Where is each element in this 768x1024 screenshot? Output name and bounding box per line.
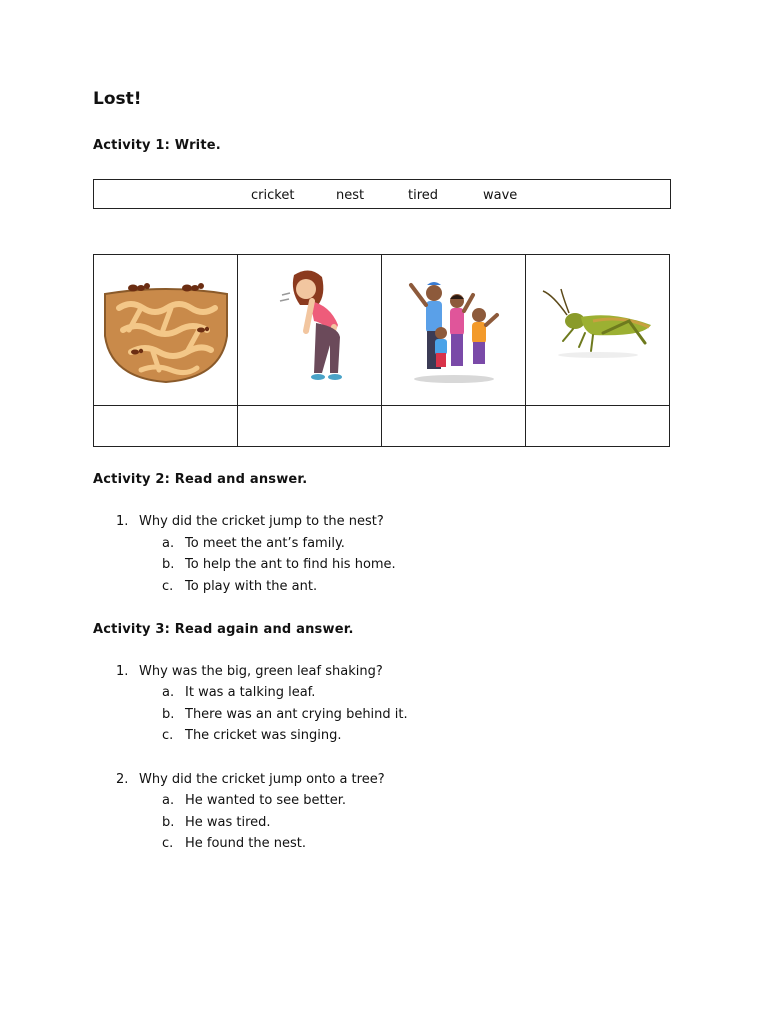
option-text: He found the nest. [185, 836, 307, 851]
option-letter: a. [162, 536, 175, 551]
picture-table [93, 254, 670, 447]
question-number: 1. [116, 664, 129, 679]
answer-cell[interactable] [526, 406, 670, 447]
question-number: 1. [116, 514, 129, 529]
activity-1-heading: Activity 1: Write. [93, 138, 221, 153]
ant-nest-image [101, 274, 231, 386]
option-letter: c. [162, 728, 174, 743]
word-bank [93, 179, 671, 209]
option-text: There was an ant crying behind it. [185, 707, 408, 722]
option-text: The cricket was singing. [185, 728, 342, 743]
option-text: It was a talking leaf. [185, 685, 316, 700]
word-bank-item: wave [483, 188, 518, 203]
option-letter: c. [162, 579, 174, 594]
picture-cell [382, 255, 526, 406]
picture-cell [94, 255, 238, 406]
option-letter: b. [162, 557, 175, 572]
activity-3-heading: Activity 3: Read again and answer. [93, 622, 354, 637]
option-text: He wanted to see better. [185, 793, 347, 808]
question-number: 2. [116, 772, 129, 787]
option-letter: a. [162, 793, 175, 808]
activity-2-heading: Activity 2: Read and answer. [93, 472, 308, 487]
option-letter: b. [162, 707, 175, 722]
answer-cell[interactable] [382, 406, 526, 447]
page-title: Lost! [93, 89, 142, 109]
option-letter: a. [162, 685, 175, 700]
option-text: To help the ant to find his home. [185, 557, 396, 572]
waving-family-image [399, 271, 509, 389]
option-letter: c. [162, 836, 174, 851]
answer-cell[interactable] [238, 406, 382, 447]
tired-woman-image [260, 265, 360, 395]
picture-cell [526, 255, 670, 406]
question-text: Why did the cricket jump onto a tree? [139, 772, 385, 787]
option-text: He was tired. [185, 815, 271, 830]
option-letter: b. [162, 815, 175, 830]
word-bank-item: nest [336, 188, 365, 203]
answer-cell[interactable] [94, 406, 238, 447]
picture-cell [238, 255, 382, 406]
option-text: To play with the ant. [185, 579, 318, 594]
word-bank-item: cricket [251, 188, 295, 203]
word-bank-item: tired [408, 188, 439, 203]
question-text: Why was the big, green leaf shaking? [139, 664, 383, 679]
cricket-image [533, 285, 663, 375]
question-text: Why did the cricket jump to the nest? [139, 514, 384, 529]
option-text: To meet the ant’s family. [185, 536, 345, 551]
